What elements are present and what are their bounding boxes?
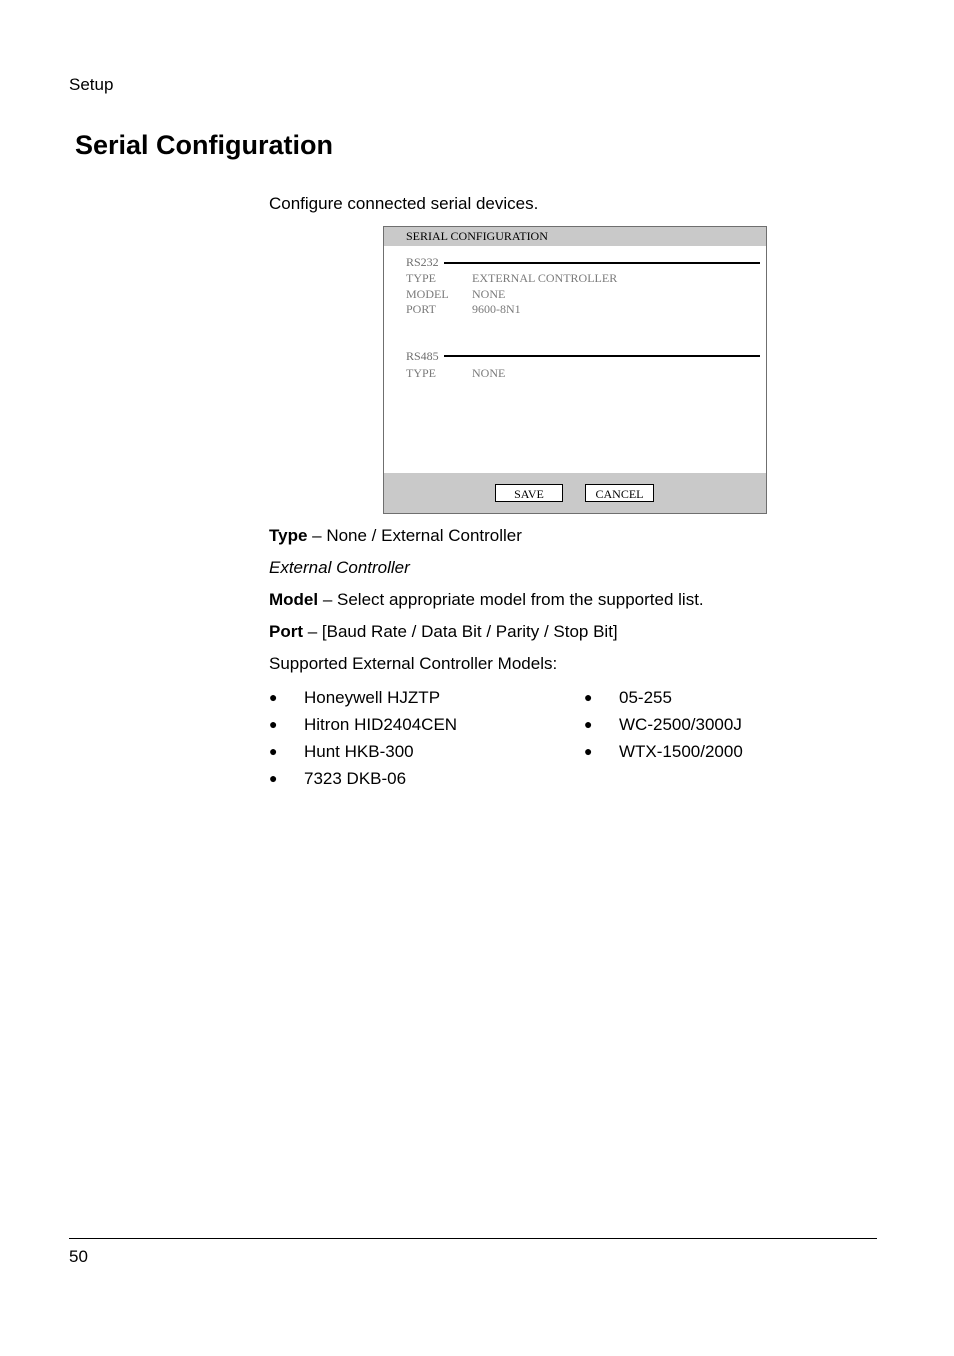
rs485-type-label: TYPE [406,366,436,380]
bullet-icon: ● [269,770,278,786]
model-name: WTX-1500/2000 [619,742,743,761]
bullet-icon: ● [269,743,278,759]
rs232-label: RS232 [406,255,439,269]
model-name: Hitron HID2404CEN [304,715,458,734]
list-item [269,711,457,738]
rs232-port-label: PORT [406,302,436,316]
model-name: Hunt HKB-300 [304,742,414,761]
rs232-type-value[interactable]: EXTERNAL CONTROLLER [472,271,618,285]
save-button[interactable]: SAVE [495,484,563,502]
page-title: Serial Configuration [75,130,334,160]
model-name: Honeywell HJZTP [304,688,441,707]
rs485-type-value[interactable]: NONE [472,366,506,380]
bullet-icon: ● [584,743,593,759]
bullet-icon: ● [584,689,593,705]
panel-button-bar [384,473,766,513]
model-name: 7323 DKB-06 [304,769,407,788]
type-text: – None / External Controller [307,526,522,545]
external-controller-heading: External Controller [269,558,410,577]
bullet-icon: ● [269,689,278,705]
bullet-icon: ● [269,716,278,732]
models-list-right [584,684,743,765]
serial-configuration-panel [383,226,767,514]
panel-title: SERIAL CONFIGURATION [406,229,548,243]
list-item [269,684,457,711]
model-text: – Select appropriate model from the supported list. [318,590,704,609]
port-term: Port [269,622,303,641]
rs232-divider [444,262,760,264]
port-text: – [Baud Rate / Data Bit / Parity / Stop Bit] [303,622,618,641]
supported-models-heading: Supported External Controller Models: [269,654,558,673]
model-name: 05-255 [619,688,672,707]
section-header: Setup [69,75,114,94]
page-number: 50 [69,1247,88,1266]
list-item [584,684,743,711]
rs232-port-value[interactable]: 9600-8N1 [472,302,521,316]
list-item [269,738,457,765]
cancel-button[interactable]: CANCEL [585,484,654,502]
model-name: WC-2500/3000J [619,715,742,734]
list-item [584,711,743,738]
port-description [269,622,618,642]
rs485-divider [444,355,760,357]
rs232-model-label: MODEL [406,287,449,301]
panel-titlebar [384,227,766,246]
type-description [269,526,522,546]
models-list-left [269,684,457,792]
rs232-type-label: TYPE [406,271,436,285]
footer-divider [69,1238,877,1239]
list-item [269,765,457,792]
model-description [269,590,704,610]
bullet-icon: ● [584,716,593,732]
rs232-model-value[interactable]: NONE [472,287,506,301]
type-term: Type [269,526,308,545]
rs485-label: RS485 [406,349,439,363]
list-item [584,738,743,765]
model-term: Model [269,590,319,609]
intro-text: Configure connected serial devices. [269,194,539,213]
